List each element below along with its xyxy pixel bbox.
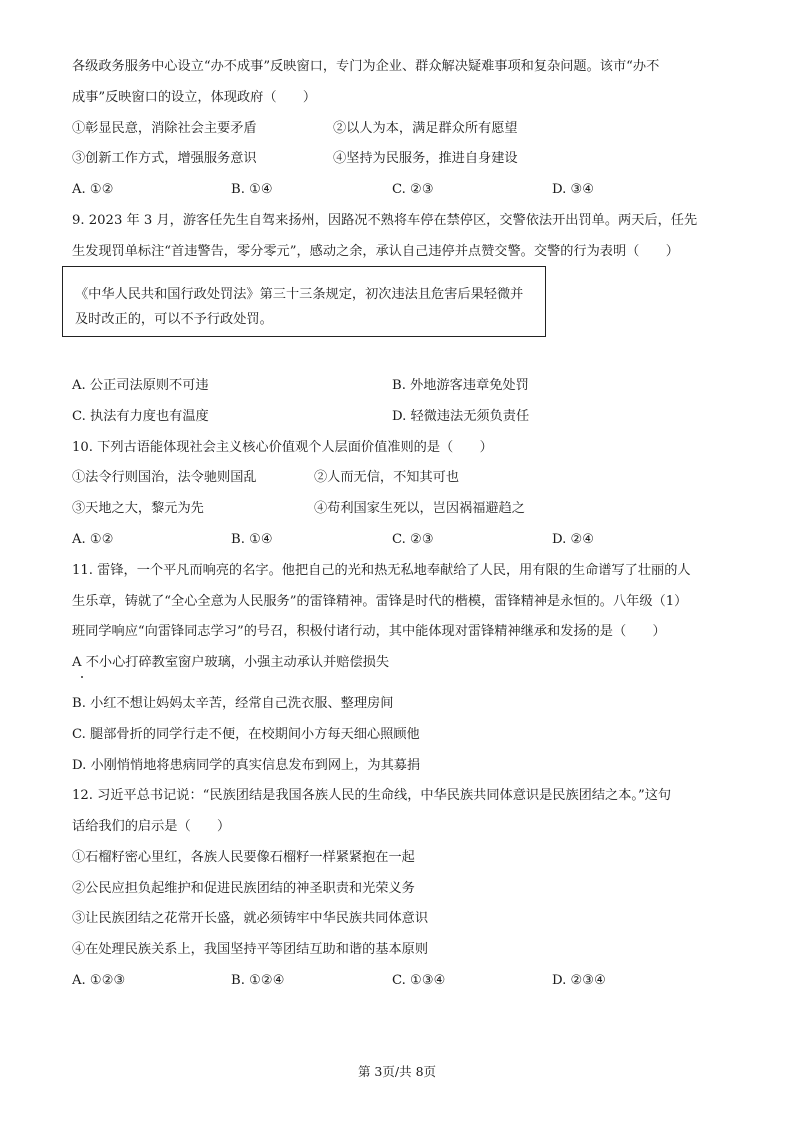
q8-item-4: ④坚持为民服务，推进自身建设 — [333, 151, 518, 166]
q8-item-1: ①彰显民意，消除社会主要矛盾 — [72, 121, 257, 136]
q10-item-2: ②人而无信，不知其可也 — [314, 470, 460, 485]
q9-option-b[interactable]: B. 外地游客违章免处罚 — [392, 378, 529, 393]
q12-option-b[interactable]: B. ①②④ — [231, 973, 285, 988]
q12-option-c[interactable]: C. ①③④ — [392, 973, 446, 988]
q12-stem-line2: 话给我们的启示是（ ） — [72, 819, 231, 834]
q11-option-b[interactable]: B. 小红不想让妈妈太辛苦，经常自己洗衣服、整理房间 — [72, 696, 394, 711]
q11-stem-line2: 生乐章，铸就了“全心全意为人民服务”的雷锋精神。雷锋是时代的楷模，雷锋精神是永恒的。八年级（1） — [72, 594, 688, 609]
q9-box-line1: 《中华人民共和国行政处罚法》第三十三条规定，初次违法且危害后果轻微并 — [75, 287, 524, 302]
q8-item-2: ②以人为本，满足群众所有愿望 — [333, 121, 518, 136]
q9-stem-line2: 生发现罚单标注“首违警告，零分零元”，感动之余，承认自己违停并点赞交警。交警的行为表明（ ） — [72, 244, 679, 259]
q9-box-line2: 及时改正的，可以不予行政处罚。 — [75, 312, 273, 327]
q8-option-d[interactable]: D. ③④ — [552, 182, 595, 197]
q10-option-d[interactable]: D. ②④ — [552, 532, 595, 547]
q8-item-3: ③创新工作方式，增强服务意识 — [72, 151, 257, 166]
q11-option-d[interactable]: D. 小刚悄悄地将患病同学的真实信息发布到网上，为其募捐 — [72, 758, 421, 773]
q8-option-a[interactable]: A. ①② — [72, 182, 114, 197]
q11-option-a[interactable]: A 不小心打碎教室窗户玻璃，小强主动承认并赔偿损失 — [72, 655, 390, 670]
q12-item-1: ①石榴籽密心里红，各族人民要像石榴籽一样紧紧抱在一起 — [72, 850, 415, 865]
q9-law-quote-box — [62, 266, 546, 337]
q12-option-a[interactable]: A. ①②③ — [72, 973, 126, 988]
q8-option-c[interactable]: C. ②③ — [392, 182, 434, 197]
q12-option-d[interactable]: D. ②③④ — [552, 973, 606, 988]
q10-option-c[interactable]: C. ②③ — [392, 532, 434, 547]
q12-item-3: ③让民族团结之花常开长盛，就必须铸牢中华民族共同体意识 — [72, 911, 429, 926]
q11-stem-line3: 班同学响应“向雷锋同志学习”的号召，积极付诸行动，其中能体现对雷锋精神继承和发扬的是（ ） — [72, 624, 666, 639]
q11-option-c[interactable]: C. 腿部骨折的同学行走不便，在校期间小方每天细心照顾他 — [72, 727, 420, 742]
q10-stem: 10. 下列古语能体现社会主义核心价值观个人层面价值准则的是（ ） — [72, 440, 493, 455]
q8-option-b[interactable]: B. ①④ — [231, 182, 273, 197]
q12-item-2: ②公民应担负起维护和促进民族团结的神圣职责和光荣义务 — [72, 881, 415, 896]
q10-option-a[interactable]: A. ①② — [72, 532, 114, 547]
q12-item-4: ④在处理民族关系上，我国坚持平等团结互助和谐的基本原则 — [72, 942, 429, 957]
q10-item-4: ④苟利国家生死以，岂因祸福避趋之 — [314, 501, 525, 516]
q9-stem-line1: 9. 2023 年 3 月，游客任先生自驾来扬州，因路况不熟将车停在禁停区，交警依法开出罚单。两天后，任先 — [72, 213, 698, 228]
q11-stem-line1: 11. 雷锋，一个平凡而响亮的名字。他把自己的光和热无私地奉献给了人民，用有限的生命谱写了壮丽的人 — [72, 563, 691, 578]
q8-stem-line1: 各级政务服务中心设立“办不成事”反映窗口，专门为企业、群众解决疑难事项和复杂问题。该市“办不 — [72, 59, 660, 74]
q9-option-a[interactable]: A. 公正司法原则不可违 — [72, 378, 209, 393]
q10-item-1: ①法令行则国治，法令驰则国乱 — [72, 470, 257, 485]
stray-dot-mark — [81, 676, 83, 678]
q8-stem-line2: 成事”反映窗口的设立，体现政府（ ） — [72, 90, 317, 105]
q10-option-b[interactable]: B. ①④ — [231, 532, 273, 547]
q12-stem-line1: 12. 习近平总书记说：“民族团结是我国各族人民的生命线，中华民族共同体意识是民族团结之本。”这句 — [72, 788, 672, 803]
page-number-footer: 第 3页/共 8页 — [357, 1064, 437, 1079]
q9-option-c[interactable]: C. 执法有力度也有温度 — [72, 409, 209, 424]
q9-option-d[interactable]: D. 轻微违法无须负责任 — [392, 409, 530, 424]
q10-item-3: ③天地之大，黎元为先 — [72, 501, 204, 516]
